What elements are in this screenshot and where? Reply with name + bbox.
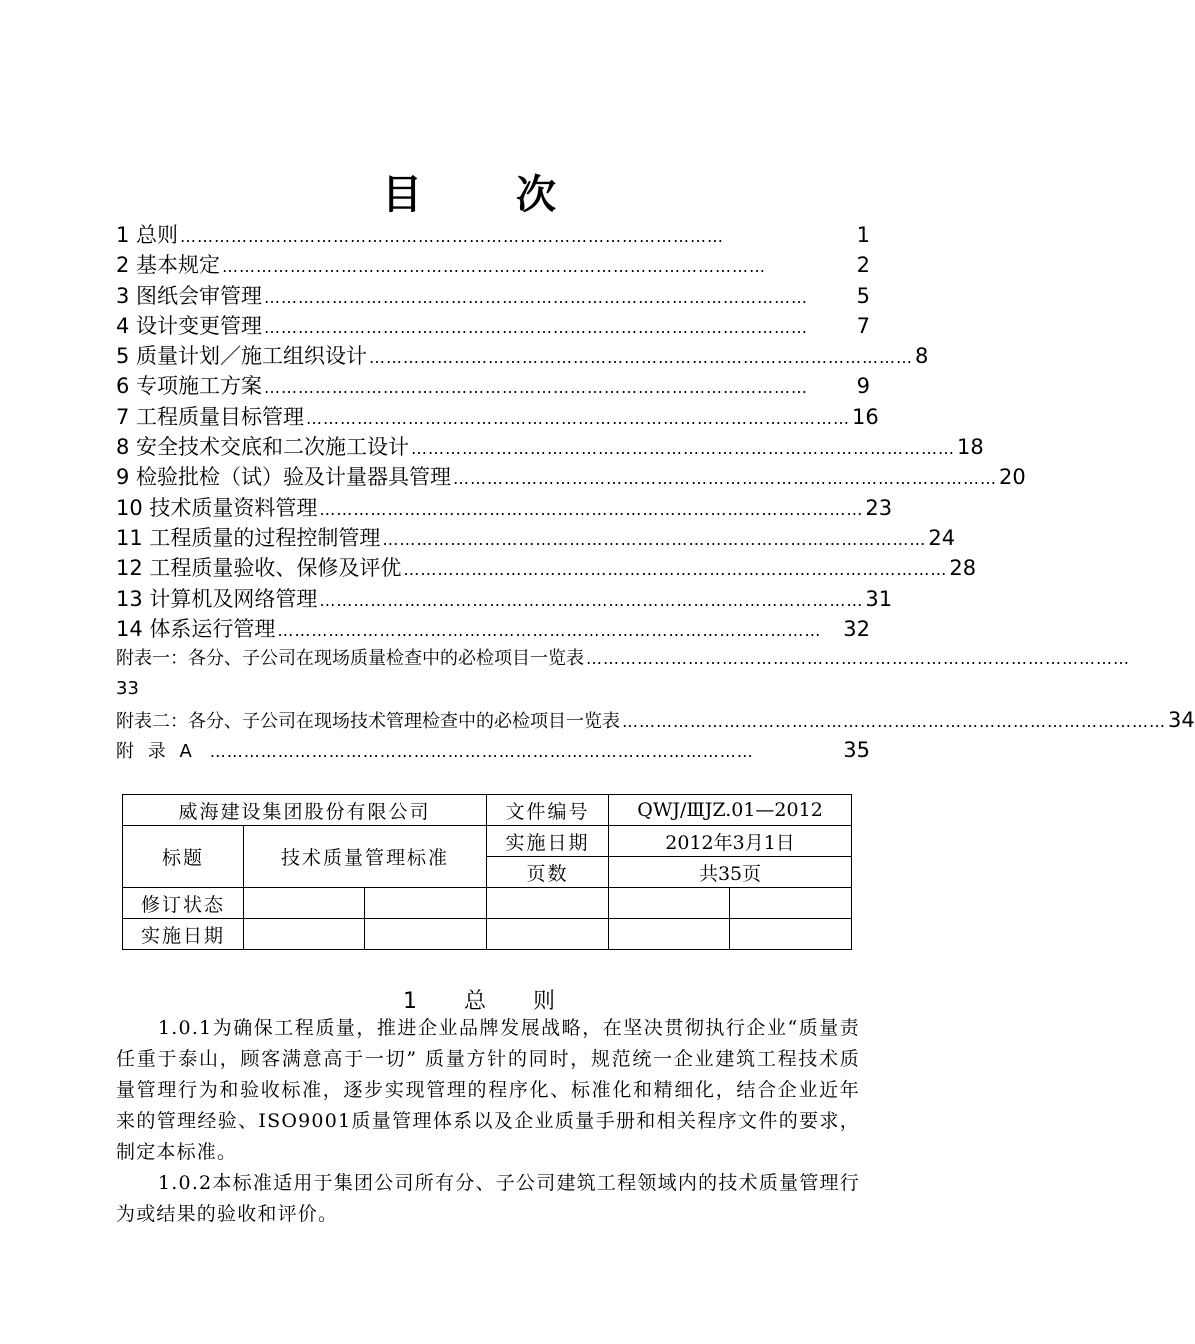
toc-entry-label: 12 工程质量验收、保修及评优	[116, 556, 402, 581]
toc-title: 目 次	[382, 172, 596, 218]
pages-label: 页数	[487, 857, 609, 888]
empty-cell	[609, 888, 730, 919]
toc-entry-page: 32	[843, 616, 870, 641]
toc-leader-dots: ……………………………………………………………………………………	[319, 499, 864, 519]
doc-number-label: 文件编号	[487, 795, 609, 826]
toc-entry-page: 5	[856, 283, 870, 308]
toc-entry[interactable]	[116, 523, 956, 553]
toc-entry-appendix-2[interactable]	[116, 705, 1195, 735]
toc-entry[interactable]	[116, 553, 977, 583]
toc-entry-page: 9	[856, 374, 870, 399]
toc-entry-appendix-1-page	[116, 674, 870, 704]
toc-entry-label: 7 工程质量目标管理	[116, 404, 305, 429]
toc-entry[interactable]	[116, 311, 870, 341]
toc-leader-dots: ……………………………………………………………………………………	[180, 227, 725, 246]
toc-entry-page: 34	[1168, 707, 1195, 732]
empty-cell	[365, 888, 487, 919]
implementation-date-label: 实施日期	[487, 826, 609, 857]
section-heading: 1 总 则	[403, 989, 575, 1014]
paragraph-1-0-1: 1.0.1为确保工程质量，推进企业品牌发展战略，在坚决贯彻执行企业“质量责任重于泰山，顾客满意高于一切” 质量方针的同时，规范统一企业建筑工程技术质量管理行为和验收标准，逐步实现管理的程序化、标准化和精细化，结合企业近年来的管理经验、ISO9001质量管理体系以及企业质量手册和相关程序文件的要求，制定本标准。	[116, 1017, 860, 1163]
empty-cell	[487, 888, 609, 919]
revision-status-label: 修订状态	[123, 888, 244, 919]
empty-cell	[487, 919, 609, 950]
paragraph-1-0-2: 1.0.2本标准适用于集团公司所有分、子公司建筑工程领域内的技术质量管理行为或结果的验收和评价。	[116, 1172, 860, 1225]
toc-leader-dots: ……………………………………………………………………………………	[403, 560, 948, 580]
toc-entry-label: 3 图纸会审管理	[116, 283, 263, 308]
empty-cell	[244, 919, 365, 950]
toc-entry-label: 10 技术质量资料管理	[116, 495, 318, 520]
toc-leader-dots: ……………………………………………………………………………………	[209, 742, 754, 762]
toc-leader-dots: ……………………………………………………………………………………	[369, 348, 914, 368]
toc-entry-label: 附表一：各分、子公司在现场质量检查中的必检项目一览表	[116, 648, 584, 670]
table-of-contents	[116, 220, 1195, 765]
toc-entry-label: 14 体系运行管理	[116, 616, 276, 641]
toc-entry-page: 7	[856, 313, 870, 338]
toc-entry-label: 1 总则	[116, 223, 179, 247]
title-value: 技术质量管理标准	[244, 826, 487, 888]
toc-leader-dots: ……………………………………………………………………………………	[622, 711, 1166, 731]
toc-entry[interactable]	[116, 371, 870, 401]
toc-entry-label: 8 安全技术交底和二次施工设计	[116, 435, 410, 460]
document-info-table	[122, 794, 852, 950]
toc-entry-appendix-1[interactable]	[116, 644, 1130, 674]
toc-entry[interactable]	[116, 281, 870, 311]
toc-entry-page: 2	[856, 253, 870, 278]
toc-entry[interactable]	[116, 462, 1026, 492]
toc-entry-label: 9 检验批检（试）验及计量器具管理	[116, 465, 452, 490]
toc-entry-page: 31	[865, 586, 893, 611]
title-label: 标题	[123, 826, 244, 888]
toc-leader-dots: ……………………………………………………………………………………	[306, 408, 851, 428]
empty-cell	[730, 919, 852, 950]
toc-leader-dots: ……………………………………………………………………………………	[264, 317, 809, 337]
toc-entry[interactable]	[116, 432, 984, 462]
toc-leader-dots: ……………………………………………………………………………………	[586, 649, 1130, 669]
toc-entry[interactable]	[116, 341, 929, 371]
toc-entry-page: 35	[843, 738, 870, 763]
toc-entry-page: 8	[915, 344, 929, 369]
toc-entry-label: 附 录 A	[116, 741, 196, 763]
toc-leader-dots: ……………………………………………………………………………………	[222, 257, 767, 277]
empty-cell	[609, 919, 730, 950]
toc-leader-dots: ……………………………………………………………………………………	[264, 378, 809, 398]
toc-entry-label: 13 计算机及网络管理	[116, 586, 318, 611]
toc-entry[interactable]	[116, 220, 870, 250]
toc-entry-page: 24	[928, 525, 956, 550]
toc-entry[interactable]	[116, 250, 870, 280]
toc-entry-label: 5 质量计划／施工组织设计	[116, 344, 368, 369]
toc-leader-dots: ……………………………………………………………………………………	[453, 469, 998, 489]
toc-leader-dots: ……………………………………………………………………………………	[319, 590, 864, 610]
pages-value: 共35页	[609, 857, 852, 888]
toc-entry-page: 16	[852, 404, 879, 429]
toc-entry-page: 18	[957, 435, 984, 460]
empty-cell	[244, 888, 365, 919]
implementation-date-value: 2012年3月1日	[609, 826, 852, 857]
toc-entry-label: 2 基本规定	[116, 253, 221, 278]
toc-entry-label: 4 设计变更管理	[116, 313, 263, 338]
toc-leader-dots: ……………………………………………………………………………………	[411, 439, 956, 459]
implementation-date-label-2: 实施日期	[123, 919, 244, 950]
doc-number-value: QWJ/ⅢJZ.01—2012	[609, 795, 852, 826]
toc-entry-label: 6 专项施工方案	[116, 374, 263, 399]
toc-entry-page: 1	[856, 223, 870, 247]
toc-leader-dots: ……………………………………………………………………………………	[277, 620, 822, 640]
toc-entry[interactable]	[116, 493, 893, 523]
toc-entry-label: 附表二：各分、子公司在现场技术管理检查中的必检项目一览表	[116, 710, 620, 732]
company-name: 威海建设集团股份有限公司	[123, 795, 487, 826]
empty-cell	[365, 919, 487, 950]
toc-entry[interactable]	[116, 584, 893, 614]
empty-cell	[730, 888, 852, 919]
toc-entry-label: 11 工程质量的过程控制管理	[116, 525, 381, 550]
toc-entry-page: 20	[999, 465, 1026, 490]
toc-leader-dots: ……………………………………………………………………………………	[264, 287, 809, 307]
toc-entry-page: 28	[949, 556, 977, 581]
toc-entry[interactable]	[116, 402, 879, 432]
toc-entry-page: 33	[116, 678, 139, 700]
toc-entry-page: 23	[865, 495, 893, 520]
toc-entry-appendix-a[interactable]	[116, 735, 870, 765]
toc-entry[interactable]	[116, 614, 870, 644]
toc-leader-dots: ……………………………………………………………………………………	[382, 529, 927, 549]
